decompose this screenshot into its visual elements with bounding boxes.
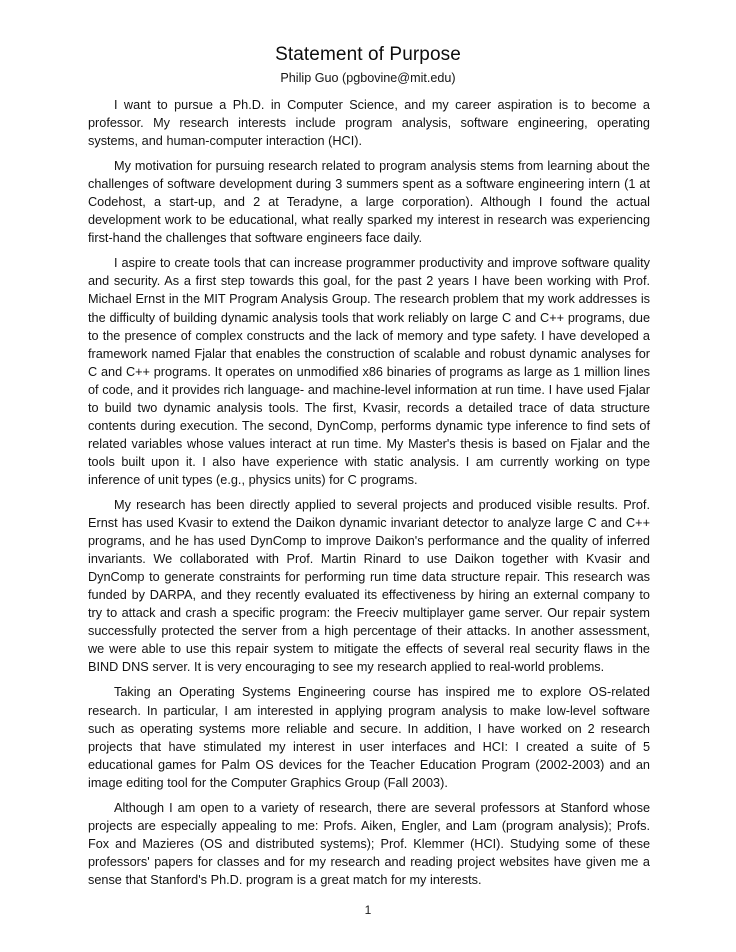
document-header xyxy=(0,0,736,87)
page-title: Statement of Purpose xyxy=(275,44,461,65)
paragraph: My motivation for pursuing research related to program analysis stems from learning about the challenges of software development during 3 summers spent as a software engineering intern (1 at Codehost, a start-up, and 2 at Teradyne, a large corporation). Although I found the actual development work to be educational, what really sparked my interest in research was experiencing first-hand the challenges that software engineers face daily. xyxy=(88,159,650,246)
document-body xyxy=(88,96,650,889)
author-byline: Philip Guo (pgbovine@mit.edu) xyxy=(280,71,456,86)
paragraph: Although I am open to a variety of research, there are several professors at Stanford whose projects are especially appealing to me: Profs. Aiken, Engler, and Lam (program analysis); Profs. Fox and Mazieres (OS and distributed systems); Prof. Klemmer (HCI). Studying some of these professors' papers for classes and for my research and reading project websites have given me a sense that Stanford's Ph.D. program is a great match for my interests. xyxy=(88,800,650,887)
paragraph: I aspire to create tools that can increase programmer productivity and improve software quality and security. As a first step towards this goal, for the past 2 years I have been working with Prof. Michael Ernst in the MIT Program Analysis Group. The research problem that my work addresses is the difficulty of building dynamic analysis tools that work reliably on large C and C++ programs, due to the presence of complex constructs and the lack of memory and type safety. I have developed a framework named Fjalar that enables the construction of scalable and robust dynamic analyses for C and C++ programs. It operates on unmodified x86 binaries of programs as large as 1 million lines of code, and it provides rich language- and machine-level information at run time. I have used Fjalar to build two dynamic analysis tools. The first, Kvasir, records a detailed trace of data structure contents during execution. The second, DynComp, performs dynamic type inference to find sets of related variables whose values interact at run time. My Master's thesis is based on Fjalar and the tools built upon it. I also have experience with static analysis. I am currently working on type inference of unit types (e.g., physics units) for C programs. xyxy=(88,256,650,487)
page-number: 1 xyxy=(364,903,372,917)
paragraph: I want to pursue a Ph.D. in Computer Science, and my career aspiration is to become a professor. My research interests include program analysis, software engineering, operating systems, and human-computer interaction (HCI). xyxy=(88,98,650,149)
paragraph: Taking an Operating Systems Engineering course has inspired me to explore OS-related research. In particular, I am interested in applying program analysis to make low-level software such as operating systems more reliable and secure. In addition, I have worked on 2 research projects that have stimulated my interest in user interfaces and HCI: I created a suite of 5 educational games for Palm OS devices for the Teacher Education Program (2002-2003) and an image editing tool for the Computer Graphics Group (Fall 2003). xyxy=(88,685,650,790)
paragraph: My research has been directly applied to several projects and produced visible results. Prof. Ernst has used Kvasir to extend the Daikon dynamic invariant detector to analyze large C and C++ programs, and he has used DynComp to improve Daikon's performance and the quality of inferred invariants. We collaborated with Prof. Martin Rinard to use Daikon together with Kvasir and DynComp to generate constraints for performing run time data structure repair. This research was funded by DARPA, and they recently evaluated its effectiveness by hiring an external company to try to attack and crash a specific program: the Freeciv multiplayer game server. Our repair system successfully protected the server from a high percentage of their attacks. In another assessment, we were able to use this repair system to mitigate the effects of several real security flaws in the BIND DNS server. It is very encouraging to see my research applied to real-world problems. xyxy=(88,497,650,675)
